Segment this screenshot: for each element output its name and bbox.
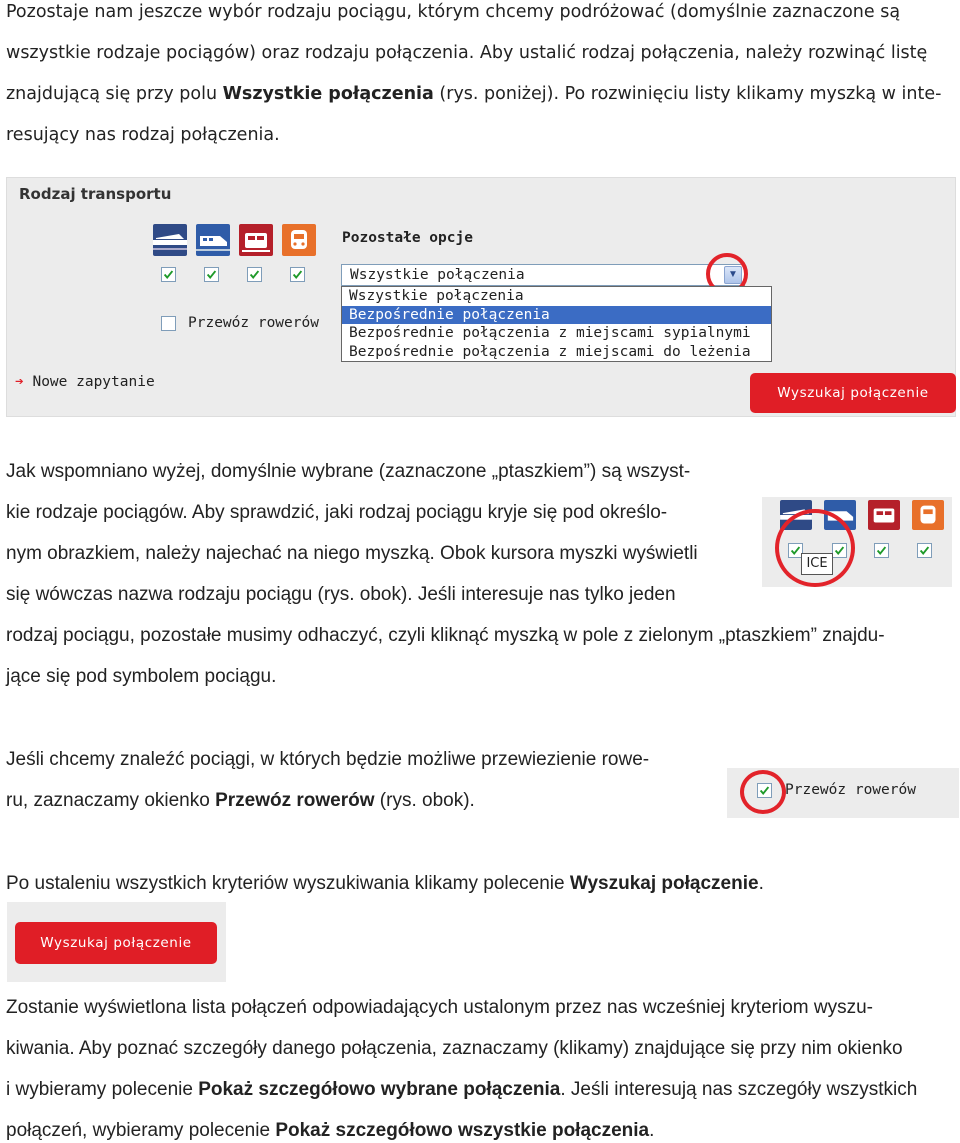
other-options-label: Pozostałe opcje (342, 230, 473, 246)
results-line-3-a: i wybieramy polecenie (6, 1079, 199, 1100)
intro-line-3 (6, 74, 958, 115)
regional-train-icon (912, 500, 944, 530)
regional-train-checkbox[interactable] (917, 543, 932, 558)
train-type-line-1-text: Jak wspomniano wyżej, domyślnie wybrane (zaznaczone „ptaszkiem”) są wszyst- (6, 461, 691, 482)
tooltip-demo-panel (762, 497, 952, 587)
bike-line-1 (6, 739, 712, 780)
search-line-1-c: . (758, 873, 764, 894)
new-query-label: Nowe zapytanie (32, 374, 155, 390)
train-checkbox[interactable] (161, 267, 176, 282)
train-icon[interactable] (153, 224, 187, 256)
train-type-line-4: się wówczas nazwa rodzaju pociągu (rys. obok). Jeśli interesuje nas tylko jeden (6, 584, 676, 605)
search-line-1 (6, 863, 958, 904)
bike-label: Przewóz rowerów (188, 315, 319, 331)
bike-line-2-bold: Przewóz rowerów (215, 790, 375, 811)
bike-paragraph (6, 739, 726, 821)
search-button-demo-panel (7, 902, 226, 982)
sleeper-train-checkbox[interactable] (874, 543, 889, 558)
sleeper-train-icon (868, 500, 900, 530)
sleeper-train-icon[interactable] (239, 224, 273, 256)
search-paragraph (6, 863, 958, 904)
arrow-right-icon: ➔ (15, 374, 33, 390)
results-line-3-bold: Pokaż szczegółowo wybrane połączenia (198, 1079, 561, 1100)
search-connection-button[interactable]: Wyszukaj połączenie (15, 922, 217, 964)
express-train-checkbox[interactable] (204, 267, 219, 282)
results-line-3-c: . Jeśli interesują nas szczegóły wszystkich (560, 1079, 918, 1100)
intro-line-3-bold: Wszystkie połączenia (222, 84, 434, 104)
bike-line-1-text: Jeśli chcemy znaleźć pociągi, w których będzie możliwe przewiezienie rowe- (6, 749, 650, 770)
dropdown-option[interactable]: Bezpośrednie połączenia z miejscami do leżenia (349, 343, 751, 360)
results-line-2: kiwania. Aby poznać szczegóły danego połączenia, zaznaczamy (klikamy) znajdujące się przy nim okienko (6, 1038, 903, 1059)
dropdown-option[interactable]: Bezpośrednie połączenia z miejscami sypialnymi (349, 325, 751, 341)
train-type-line-5: rodzaj pociągu, pozostałe musimy odhaczyć, czyli kliknąć myszką w pole z zielonym „ptaszkiem” znajdu- (6, 625, 885, 646)
intro-line-4: resujący nas rodzaj połączenia. (6, 125, 280, 145)
sleeper-train-checkbox[interactable] (247, 267, 262, 282)
regional-train-checkbox[interactable] (290, 267, 305, 282)
new-query-link[interactable] (15, 374, 155, 390)
results-paragraph (6, 987, 958, 1143)
highlight-ring (740, 770, 786, 814)
regional-train-icon[interactable] (282, 224, 316, 256)
transport-panel (6, 177, 956, 417)
search-line-1-a: Po ustaleniu wszystkich kryteriów wyszukiwania klikamy polecenie (6, 873, 570, 894)
bike-line-2-c: (rys. obok). (374, 790, 475, 811)
bike-label: Przewóz rowerów (785, 782, 916, 798)
train-type-line-3: nym obrazkiem, należy najechać na niego myszką. Obok kursora myszki wyświetli (6, 543, 698, 564)
intro-line-3-a: znajdującą się przy polu (6, 84, 223, 104)
results-line-4-bold: Pokaż szczegółowo wszystkie połączenia (275, 1120, 650, 1141)
connection-type-dropdown (341, 286, 772, 362)
results-line-3 (6, 1069, 958, 1110)
chevron-down-icon[interactable]: ▼ (724, 266, 742, 284)
bike-demo-panel (727, 768, 959, 818)
train-type-line-2: kie rodzaje pociągów. Aby sprawdzić, jaki rodzaj pociągu kryje się pod określo- (6, 502, 668, 523)
intro-line-3-c: (rys. poniżej). Po rozwinięciu listy klikamy myszką w inte- (433, 84, 942, 104)
results-line-1: Zostanie wyświetlona lista połączeń odpowiadających ustalonym przez nas wcześniej kryteriom wyszu- (6, 997, 873, 1018)
connection-type-value: Wszystkie połączenia (350, 267, 525, 283)
train-type-line-6: jące się pod symbolem pociągu. (6, 666, 277, 687)
express-train-icon[interactable] (196, 224, 230, 256)
results-line-4-c: . (649, 1120, 655, 1141)
highlight-ring (775, 509, 855, 587)
intro-line-1: Pozostaje nam jeszcze wybór rodzaju pociągu, którym chcemy podróżować (domyślnie zaznaczone są (6, 2, 901, 22)
results-line-4-a: połączeń, wybieramy polecenie (6, 1120, 276, 1141)
dropdown-option[interactable]: Wszystkie połączenia (349, 288, 524, 304)
dropdown-option-selected[interactable]: Bezpośrednie połączenia (342, 306, 771, 325)
connection-type-select[interactable] (341, 264, 745, 286)
panel-title: Rodzaj transportu (19, 185, 172, 203)
intro-line-2: wszystkie rodzaje pociągów) oraz rodzaju połączenia. Aby ustalić rodzaj połączenia, należy rozwinąć listę (6, 43, 928, 63)
search-line-1-bold: Wyszukaj połączenie (569, 873, 759, 894)
intro-paragraph (6, 0, 958, 156)
results-line-4 (6, 1110, 958, 1143)
bike-checkbox[interactable] (161, 316, 176, 331)
tooltip: ICE (801, 553, 833, 575)
train-type-line-1 (6, 451, 745, 492)
bike-line-2 (6, 780, 726, 821)
bike-line-2-a: ru, zaznaczamy okienko (6, 790, 216, 811)
search-connection-button[interactable]: Wyszukaj połączenie (750, 373, 956, 413)
